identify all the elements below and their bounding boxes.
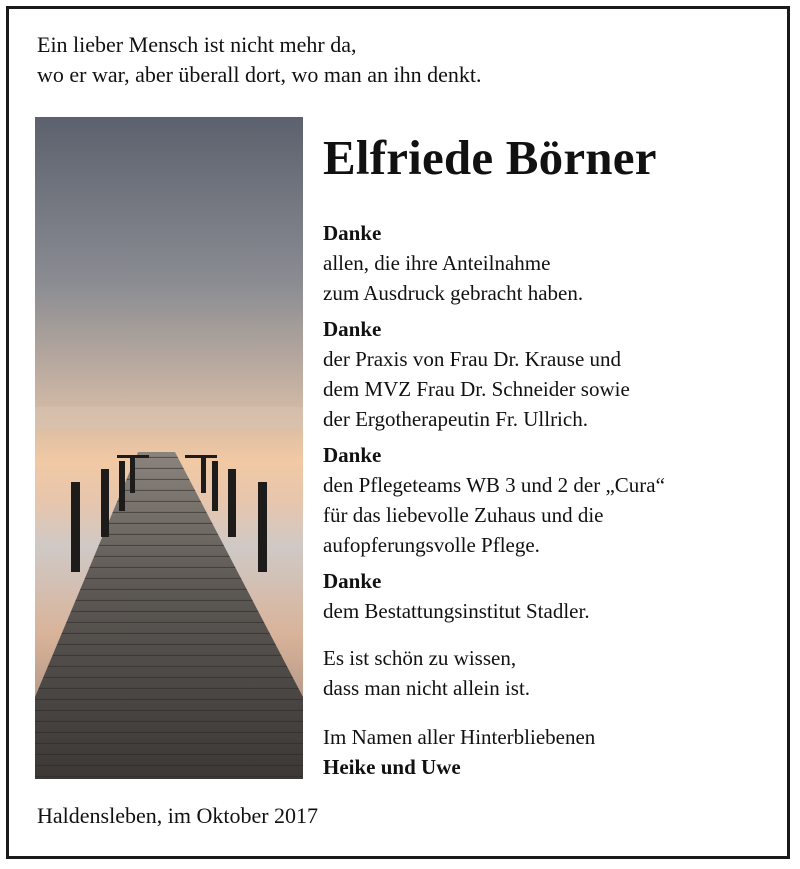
thanks-title: Danke — [323, 317, 382, 341]
thanks-title: Danke — [323, 221, 382, 245]
thanks-block — [323, 314, 763, 434]
closing-line: dass man nicht allein ist. — [323, 676, 531, 700]
thanks-line: dem Bestattungsinstitut Stadler. — [323, 599, 590, 623]
deceased-name: Elfriede Börner — [323, 130, 657, 185]
thanks-block — [323, 440, 763, 560]
thanks-section — [323, 218, 763, 782]
thanks-line: der Ergotherapeutin Fr. Ullrich. — [323, 407, 588, 431]
thanks-line: der Praxis von Frau Dr. Krause und — [323, 347, 622, 371]
motto-line: Ein lieber Mensch ist nicht mehr da, — [37, 32, 357, 57]
thanks-line: allen, die ihre Anteilnahme — [323, 251, 551, 275]
thanks-block — [323, 218, 763, 308]
motto-line: wo er war, aber überall dort, wo man an ihn denkt. — [37, 62, 482, 87]
pier-photo — [35, 117, 303, 779]
closing-text — [323, 643, 763, 703]
thanks-line: für das liebevolle Zuhaus und die — [323, 503, 604, 527]
thanks-title: Danke — [323, 569, 382, 593]
motto — [37, 30, 481, 90]
thanks-line: aufopferungsvolle Pflege. — [323, 533, 540, 557]
closing-line: Es ist schön zu wissen, — [323, 646, 517, 670]
signoff — [323, 722, 763, 782]
thanks-line: den Pflegeteams WB 3 und 2 der „Cura“ — [323, 473, 665, 497]
thanks-line: zum Ausdruck gebracht haben. — [323, 281, 584, 305]
signoff-names: Heike und Uwe — [323, 755, 461, 779]
thanks-block — [323, 566, 763, 626]
thanks-line: dem MVZ Frau Dr. Schneider sowie — [323, 377, 630, 401]
thanks-title: Danke — [323, 443, 382, 467]
signoff-line: Im Namen aller Hinterbliebenen — [323, 725, 596, 749]
place-and-date: Haldensleben, im Oktober 2017 — [37, 803, 319, 828]
